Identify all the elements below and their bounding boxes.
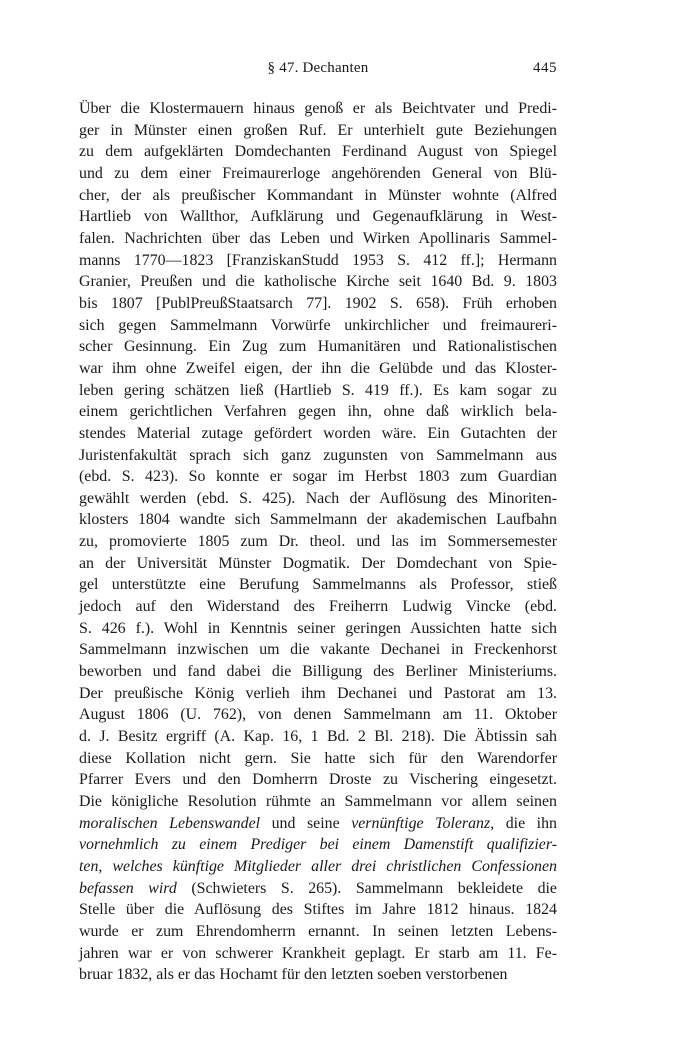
text-line bbox=[79, 401, 557, 423]
text-line bbox=[79, 834, 557, 856]
text-line bbox=[79, 163, 557, 185]
text-segment: ger in Münster einen großen Ruf. Er unterhielt gute Beziehungen bbox=[79, 121, 557, 139]
text-line bbox=[79, 228, 557, 250]
text-line bbox=[79, 358, 557, 380]
text-segment: August 1806 (U. 762), von denen Sammelmann am 11. Oktober bbox=[79, 706, 557, 724]
text-line bbox=[79, 120, 557, 142]
italic-text: vernünftige Toleranz, bbox=[351, 814, 495, 832]
text-segment: einem gerichtlichen Verfahren gegen ihn, ohne daß wirklich bela- bbox=[79, 403, 557, 421]
text-segment: Juristenfakultät sprach sich ganz zugunsten von Sammelmann aus bbox=[79, 446, 557, 464]
text-line bbox=[79, 380, 557, 402]
text-line bbox=[79, 661, 557, 683]
text-segment: jedoch auf den Widerstand des Freiherrn Ludwig Vincke (ebd. bbox=[79, 598, 557, 616]
text-line bbox=[79, 185, 557, 207]
text-segment: zu dem aufgeklärten Domdechanten Ferdinand August von Spiegel bbox=[79, 143, 557, 161]
text-segment: (ebd. S. 423). So konnte er sogar im Herbst 1803 zum Guardian bbox=[79, 468, 557, 486]
book-page bbox=[79, 60, 557, 986]
text-segment: Granier, Preußen und die katholische Kirche seit 1640 Bd. 9. 1803 bbox=[79, 273, 557, 291]
text-line bbox=[79, 141, 557, 163]
text-line bbox=[79, 748, 557, 770]
text-segment: zu, promovierte 1805 zum Dr. theol. und las im Sommersemester bbox=[79, 533, 557, 551]
text-segment: an der Universität Münster Dogmatik. Der Domdechant von Spie- bbox=[79, 554, 557, 572]
text-segment: Pfarrer Evers und den Domherrn Droste zu Vischering eingesetzt. bbox=[79, 771, 557, 789]
text-line bbox=[79, 921, 557, 943]
text-line bbox=[79, 639, 557, 661]
text-segment: diese Kollation nicht gern. Sie hatte sich für den Warendorfer bbox=[79, 749, 557, 767]
text-segment: wurde er zum Ehrendomherrn ernannt. In seinen letzten Lebens- bbox=[79, 922, 557, 940]
text-segment: scher Gesinnung. Ein Zug zum Humanitären und Rationalistischen bbox=[79, 338, 557, 356]
text-segment: jahren war er von schwerer Krankheit geplagt. Er starb am 11. Fe- bbox=[79, 944, 557, 962]
text-segment: gewählt werden (ebd. S. 425). Nach der Auflösung des Minoriten- bbox=[79, 489, 557, 507]
text-segment: und zu dem einer Freimaurerloge angehörenden General von Blü- bbox=[79, 164, 557, 182]
italic-text: befassen wird bbox=[79, 879, 177, 897]
text-line bbox=[79, 964, 557, 986]
text-segment: beworben und fand dabei die Billigung des Berliner Ministeriums. bbox=[79, 663, 557, 681]
running-title: § 47. Dechanten bbox=[267, 60, 369, 76]
text-line bbox=[79, 293, 557, 315]
text-segment: leben gering schätzen ließ (Hartlieb S. 419 ff.). Es kam sogar zu bbox=[79, 381, 557, 399]
text-line bbox=[79, 878, 557, 900]
text-line bbox=[79, 769, 557, 791]
text-line bbox=[79, 271, 557, 293]
text-segment: Über die Klostermauern hinaus genoß er als Beichtvater und Predi- bbox=[79, 100, 557, 117]
text-segment: manns 1770—1823 [FranziskanStudd 1953 S. 412 ff.]; Hermann bbox=[79, 251, 557, 269]
text-line bbox=[79, 488, 557, 510]
text-segment: stendes Material zutage gefördert worden wäre. Ein Gutachten der bbox=[79, 424, 557, 442]
text-segment: gel unterstützte eine Berufung Sammelmanns als Professor, stieß bbox=[79, 576, 557, 594]
text-segment: (Schwieters S. 265). Sammelmann bekleidete die bbox=[176, 879, 557, 897]
text-line bbox=[79, 553, 557, 575]
text-segment: bis 1807 [PublPreußStaatsarch 77]. 1902 S. 658). Früh erhoben bbox=[79, 294, 557, 312]
text-line bbox=[79, 791, 557, 813]
text-line bbox=[79, 445, 557, 467]
text-segment: Hartlieb von Wallthor, Aufklärung und Gegenaufklärung in West- bbox=[79, 208, 557, 226]
text-segment: bruar 1832, als er das Hochamt für den letzten soeben verstorbenen bbox=[79, 966, 508, 984]
text-line bbox=[79, 943, 557, 965]
text-segment: die ihn bbox=[494, 814, 557, 832]
italic-text: vornehmlich zu einem Prediger bei einem Damenstift qualifizier- bbox=[79, 836, 557, 854]
text-segment: cher, der als preußischer Kommandant in Münster wohnte (Alfred bbox=[79, 186, 557, 204]
text-segment: Die königliche Resolution rühmte an Sammelmann vor allem seinen bbox=[79, 793, 557, 810]
text-line bbox=[79, 704, 557, 726]
text-line bbox=[79, 250, 557, 272]
page-number: 445 bbox=[533, 60, 557, 76]
text-line bbox=[79, 466, 557, 488]
text-segment: sich gegen Sammelmann Vorwürfe unkirchlicher und freimaureri- bbox=[79, 316, 557, 334]
text-segment: und seine bbox=[260, 814, 352, 832]
text-line bbox=[79, 574, 557, 596]
text-line bbox=[79, 899, 557, 921]
text-segment: klosters 1804 wandte sich Sammelmann der akademischen Laufbahn bbox=[79, 511, 557, 529]
text-segment: Sammelmann inzwischen um die vakante Dechanei in Freckenhorst bbox=[79, 641, 557, 659]
text-segment: d. J. Besitz ergriff (A. Kap. 16, 1 Bd. 2 Bl. 218). Die Äbtissin sah bbox=[79, 728, 557, 746]
text-segment: Stelle über die Auflösung des Stiftes im Jahre 1812 hinaus. 1824 bbox=[79, 901, 557, 919]
text-line bbox=[79, 336, 557, 358]
text-line bbox=[79, 726, 557, 748]
text-line bbox=[79, 423, 557, 445]
text-line bbox=[79, 531, 557, 553]
text-line bbox=[79, 813, 557, 835]
body-text bbox=[79, 98, 557, 986]
italic-text: ten, welches künftige Mitglieder aller drei christlichen Confessionen bbox=[79, 857, 557, 875]
text-line bbox=[79, 206, 557, 228]
italic-text: moralischen Lebenswandel bbox=[79, 814, 261, 832]
text-line bbox=[79, 98, 557, 120]
text-segment: war ihm ohne Zweifel eigen, der ihn die Gelübde und das Kloster- bbox=[79, 359, 557, 377]
text-line bbox=[79, 856, 557, 878]
text-segment: S. 426 f.). Wohl in Kenntnis seiner geringen Aussichten hatte sich bbox=[79, 619, 557, 637]
running-head bbox=[79, 60, 557, 82]
text-segment: falen. Nachrichten über das Leben und Wirken Apollinaris Sammel- bbox=[79, 229, 557, 247]
text-segment: Der preußische König verlieh ihm Dechanei und Pastorat am 13. bbox=[79, 684, 557, 702]
text-line bbox=[79, 683, 557, 705]
text-line bbox=[79, 315, 557, 337]
text-line bbox=[79, 596, 557, 618]
text-line bbox=[79, 509, 557, 531]
text-line bbox=[79, 618, 557, 640]
